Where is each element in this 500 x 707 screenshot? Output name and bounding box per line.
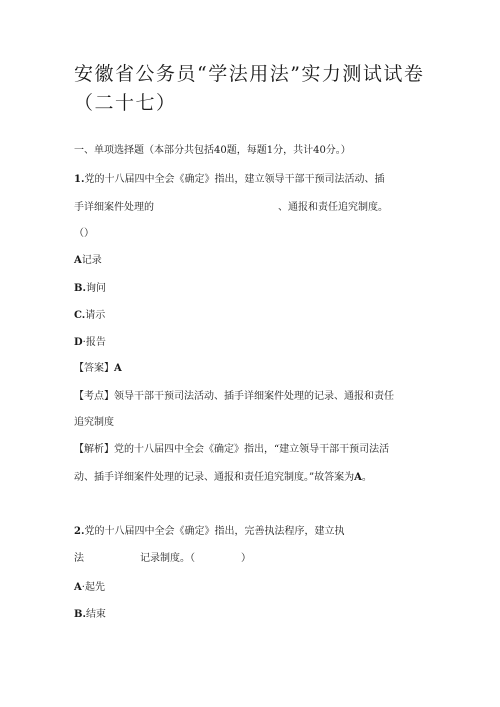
jiexi-text-1: 党的十八届四中全会《确定》指出，“建立领导干部干预司法活 bbox=[114, 444, 390, 455]
kaodian-line-2: 追究制度 bbox=[74, 417, 114, 428]
option-b-letter: B. bbox=[74, 283, 86, 294]
kaodian-line-1 bbox=[74, 390, 394, 404]
option-c-text: 请示 bbox=[85, 310, 106, 321]
jiexi-text-2a: 动、插手详细案件处理的记录、通报和责任追究制度。”故答案为 bbox=[74, 472, 355, 483]
question-1-paren: （） bbox=[74, 228, 94, 239]
question-1-line-2 bbox=[74, 201, 388, 215]
question-2-line-1 bbox=[74, 525, 344, 539]
q2-option-b-letter: B. bbox=[74, 609, 86, 620]
question-2-number: 2. bbox=[74, 526, 85, 537]
option-d-text: 报告 bbox=[85, 337, 106, 348]
q2-option-b bbox=[74, 608, 106, 622]
option-d-sep: · bbox=[82, 337, 86, 348]
answer-label: 【答案】 bbox=[74, 363, 114, 374]
answer-line bbox=[74, 362, 122, 376]
question-2-text-2b: 记录制度。（ bbox=[140, 553, 195, 564]
question-1-number: 1. bbox=[74, 174, 85, 185]
question-1-line-1 bbox=[74, 173, 384, 187]
question-2-text-1: 党的十八届四中全会《确定》指出，完善执法程序，建立执 bbox=[84, 526, 345, 537]
question-2-line-2 bbox=[74, 552, 251, 566]
q2-option-a-text: 起先 bbox=[84, 582, 105, 593]
option-a-text: 记录 bbox=[81, 255, 102, 266]
answer-value: A bbox=[114, 363, 122, 374]
q2-option-b-text: 结束 bbox=[85, 609, 106, 620]
kaodian-text-1: 领导干部干预司法活动、插手详细案件处理的记录、通报和责任 bbox=[114, 391, 394, 402]
option-d bbox=[74, 336, 106, 350]
question-1-text-1: 党的十八届四中全会《确定》指出，建立领导干部干预司法活动、插 bbox=[84, 174, 385, 185]
page-title: 安徽省公务员“学法用法”实力测试试卷（二十七） bbox=[74, 63, 425, 114]
q2-option-a bbox=[74, 581, 105, 595]
q2-option-a-letter: A bbox=[74, 582, 82, 593]
question-2-text-2a: 法 bbox=[74, 553, 84, 564]
kaodian-label: 【考点】 bbox=[74, 391, 114, 402]
jiexi-line-2 bbox=[74, 471, 372, 485]
option-a bbox=[74, 254, 102, 268]
jiexi-line-1 bbox=[74, 443, 389, 457]
option-d-letter: D bbox=[74, 337, 83, 348]
option-c bbox=[74, 309, 105, 323]
option-b-text: 询问 bbox=[85, 283, 106, 294]
option-c-letter: C. bbox=[74, 310, 86, 321]
section-header: 一、单项选择题（本部分共包括40题，每题1分，共计40分。） bbox=[74, 145, 351, 156]
jiexi-text-2c: 。 bbox=[361, 472, 372, 483]
jiexi-label: 【解析】 bbox=[74, 444, 114, 455]
option-b bbox=[74, 282, 106, 296]
jiexi-answer: A bbox=[354, 472, 362, 483]
option-a-letter: A bbox=[74, 255, 82, 266]
question-1-text-2a: 手详细案件处理的 bbox=[74, 202, 154, 213]
question-1-text-2b: 、通报和责任追究制度。 bbox=[278, 202, 388, 213]
question-2-text-2c: ） bbox=[241, 553, 251, 564]
q2-option-a-sep: · bbox=[81, 582, 85, 593]
